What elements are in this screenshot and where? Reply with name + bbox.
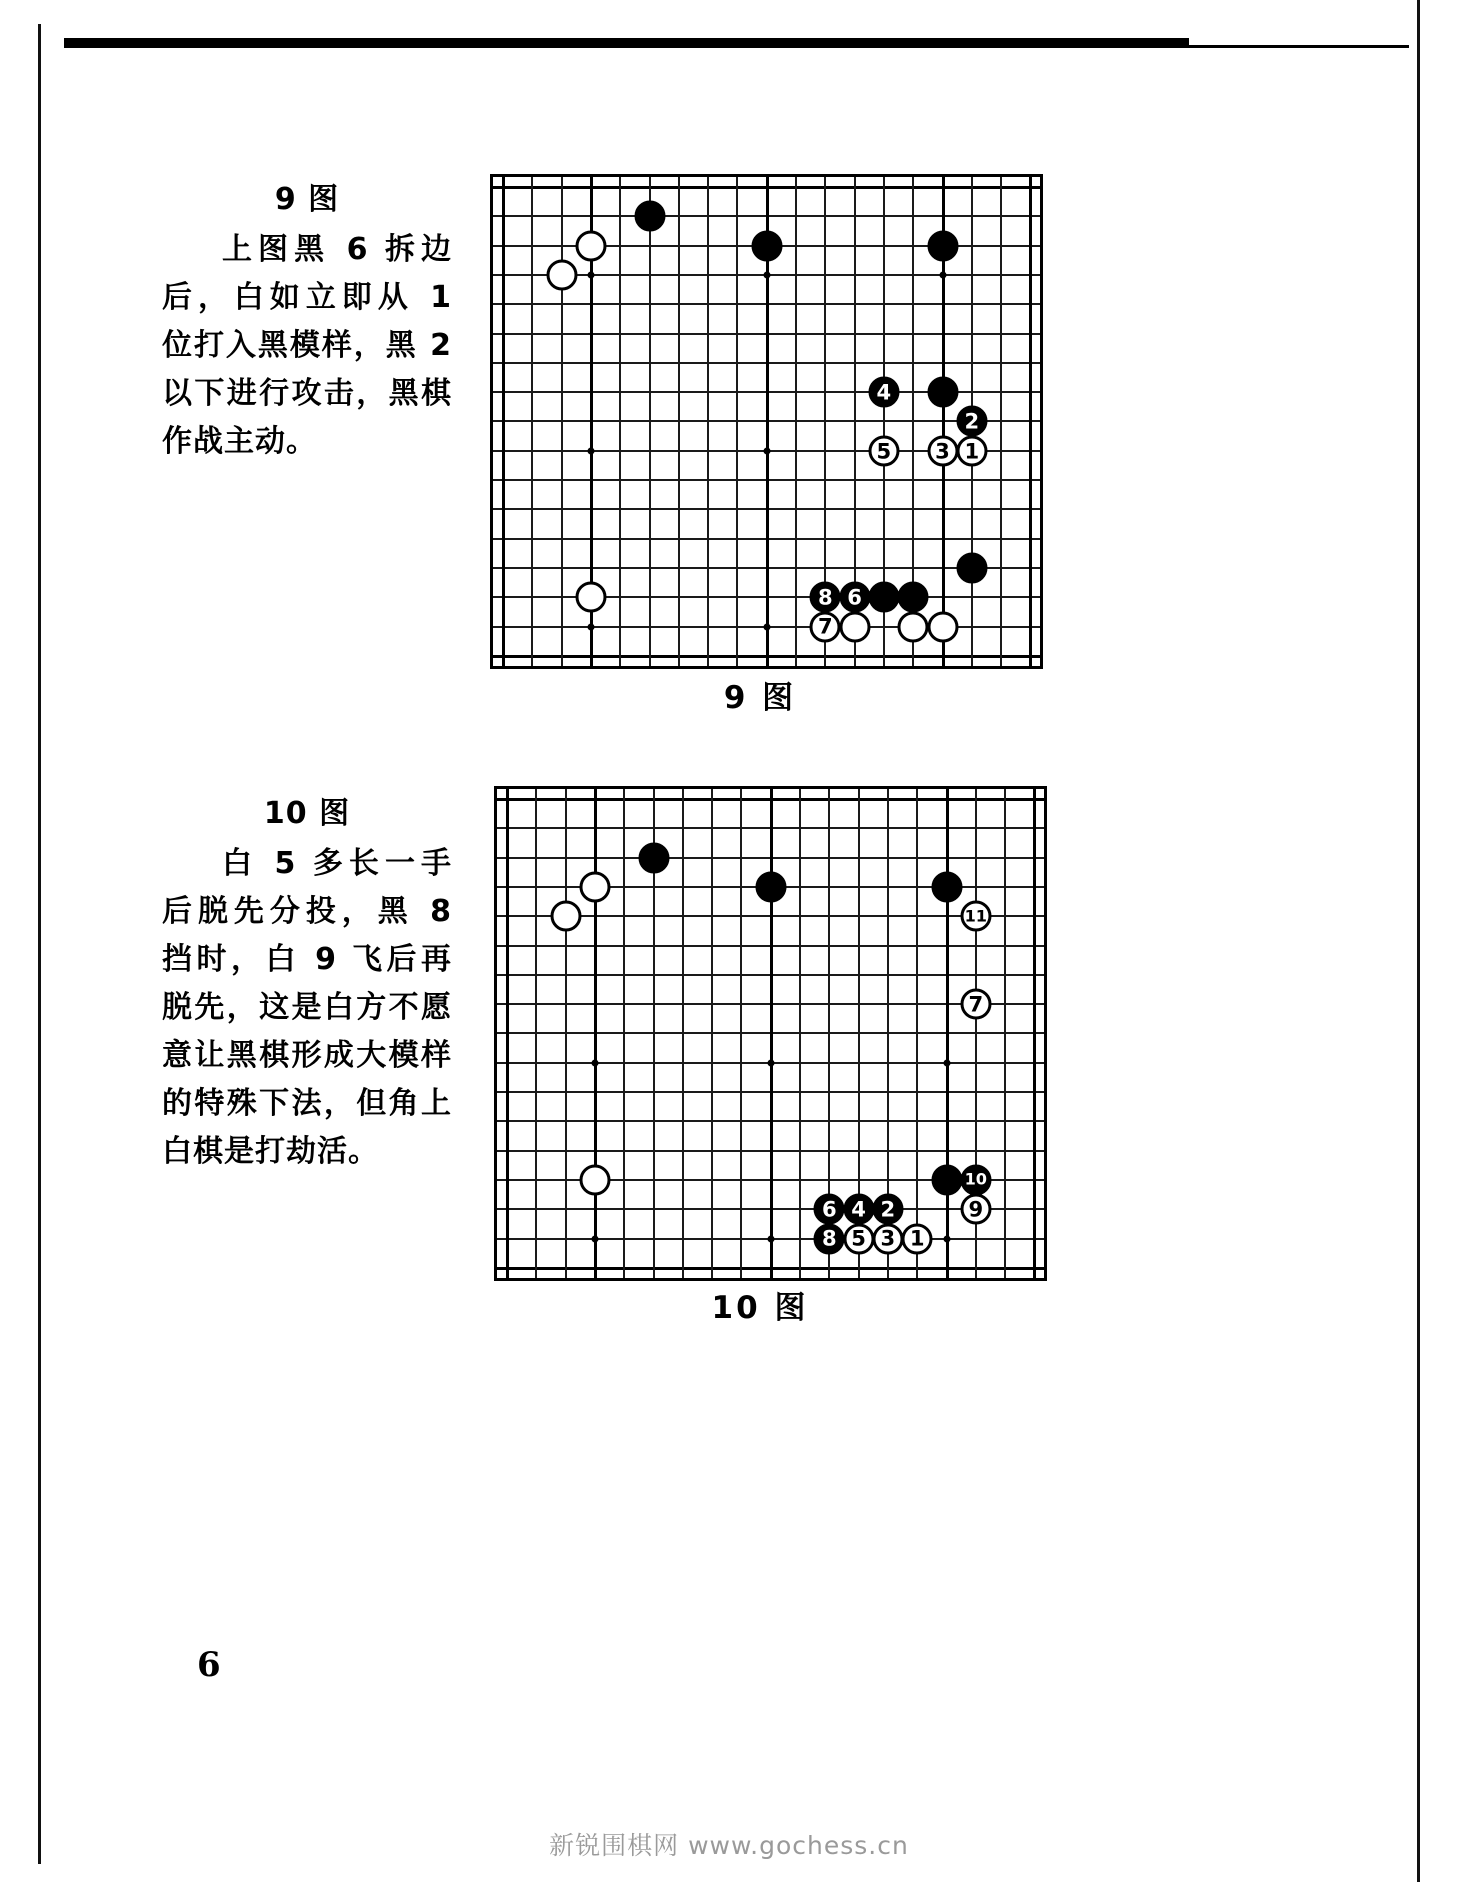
board-grid-line-v (736, 177, 738, 666)
board-grid-line-v (1004, 789, 1006, 1278)
go-stone-label: 8 (821, 1225, 837, 1251)
go-stone-white[interactable] (898, 611, 929, 642)
go-stone-black[interactable] (927, 230, 958, 261)
page-number: 6 (197, 1645, 221, 1685)
board-grid-line-v (619, 177, 621, 666)
board-star-point (763, 447, 770, 454)
go-stone-black[interactable] (931, 871, 962, 902)
go-stone-black-4[interactable] (868, 377, 899, 408)
figure9-text-column (162, 176, 452, 466)
go-stone-white[interactable] (579, 871, 610, 902)
go-stone-label: 6 (847, 584, 862, 610)
go-stone-white[interactable] (550, 901, 581, 932)
go-stone-white-1[interactable] (902, 1223, 933, 1254)
go-stone-black-4[interactable] (843, 1194, 874, 1225)
figure10-caption: 10 图 (711, 1290, 809, 1326)
go-stone-label: 8 (817, 584, 833, 610)
board-grid-line-v (1029, 177, 1032, 666)
go-stone-label: 11 (964, 906, 987, 926)
figure10-heading: 10 图 (263, 796, 351, 831)
board-grid-line-v (565, 789, 567, 1278)
board-grid-line-v (740, 789, 742, 1278)
go-stone-label: 1 (964, 438, 980, 464)
figure9-board-wrap (490, 174, 1043, 669)
go-stone-black[interactable] (634, 201, 665, 232)
figure10-text-column (162, 790, 452, 1176)
board-grid-line-v (649, 177, 651, 666)
board-star-point (767, 1235, 774, 1242)
go-stone-label: 10 (964, 1169, 987, 1189)
go-stone-white-1[interactable] (956, 435, 987, 466)
board-grid-line-v (594, 789, 597, 1278)
go-stone-black[interactable] (956, 552, 987, 583)
go-stone-white-9[interactable] (960, 1194, 991, 1225)
board-grid-line-v (707, 177, 709, 666)
go-stone-label: 5 (851, 1225, 866, 1251)
go-stone-white-5[interactable] (843, 1223, 874, 1254)
board-grid-line-v (531, 177, 533, 666)
go-stone-black-6[interactable] (839, 582, 870, 613)
go-stone-white[interactable] (927, 611, 958, 642)
go-stone-label: 7 (817, 613, 833, 639)
figure9-goboard[interactable] (490, 174, 1043, 669)
board-grid-line-v (770, 789, 773, 1278)
figure9-caption: 9 图 (723, 680, 797, 716)
watermark: 新锐围棋网 www.gochess.cn (549, 1831, 909, 1860)
board-star-point (591, 1059, 598, 1066)
board-grid-line-v (561, 177, 563, 666)
go-stone-white[interactable] (575, 582, 606, 613)
figure10-goboard[interactable] (494, 786, 1047, 1281)
go-stone-white-7[interactable] (810, 611, 841, 642)
go-stone-black[interactable] (751, 230, 782, 261)
board-grid-line-v (623, 789, 625, 1278)
go-stone-white[interactable] (839, 611, 870, 642)
go-stone-label: 6 (821, 1196, 837, 1222)
go-stone-black-8[interactable] (814, 1223, 845, 1254)
board-star-point (943, 1059, 950, 1066)
go-stone-label: 9 (968, 1196, 984, 1222)
go-stone-label: 4 (851, 1196, 866, 1222)
go-stone-white-3[interactable] (872, 1223, 903, 1254)
go-stone-black[interactable] (638, 842, 669, 873)
board-grid-line-v (711, 789, 713, 1278)
board-grid-line-v (799, 789, 801, 1278)
board-grid-line-v (506, 789, 509, 1278)
scan-edge-left (38, 24, 41, 1864)
figure10-paragraph: 白 5 多长一手后脱先分投，黑 8 挡时，白 9 飞后再脱先，这是白方不愿意让黑棋形成大模样的特殊下法，但角上白棋是打劫活。 (162, 846, 452, 1169)
board-grid-line-v (916, 789, 918, 1278)
board-grid-line-v (946, 789, 949, 1278)
board-star-point (939, 271, 946, 278)
go-stone-black[interactable] (755, 871, 786, 902)
figure9-heading: 9 图 (274, 182, 340, 217)
go-stone-black-8[interactable] (810, 582, 841, 613)
header-rule-thin (64, 45, 1409, 48)
go-stone-black-10[interactable] (960, 1164, 991, 1195)
go-stone-black[interactable] (898, 582, 929, 613)
go-stone-label: 3 (880, 1225, 896, 1251)
board-star-point (763, 623, 770, 630)
board-grid-line-v (795, 177, 797, 666)
go-stone-black[interactable] (868, 582, 899, 613)
go-stone-white-11[interactable] (960, 901, 991, 932)
board-grid-line-v (678, 177, 680, 666)
go-stone-black[interactable] (931, 1164, 962, 1195)
go-stone-white[interactable] (579, 1164, 610, 1195)
board-star-point (587, 623, 594, 630)
go-stone-black-6[interactable] (814, 1194, 845, 1225)
go-stone-black-2[interactable] (956, 406, 987, 437)
board-star-point (767, 1059, 774, 1066)
go-stone-white[interactable] (575, 230, 606, 261)
go-stone-label: 2 (964, 408, 980, 434)
board-star-point (587, 447, 594, 454)
go-stone-white[interactable] (546, 259, 577, 290)
go-stone-black[interactable] (927, 377, 958, 408)
go-stone-white-5[interactable] (868, 435, 899, 466)
go-stone-label: 4 (876, 379, 892, 405)
board-grid-line-v (682, 789, 684, 1278)
board-star-point (943, 1235, 950, 1242)
board-star-point (591, 1235, 598, 1242)
go-stone-label: 2 (880, 1196, 896, 1222)
board-grid-line-v (502, 177, 505, 666)
board-star-point (587, 271, 594, 278)
board-star-point (763, 271, 770, 278)
board-grid-line-v (535, 789, 537, 1278)
go-stone-label: 1 (909, 1225, 925, 1251)
go-stone-label: 5 (876, 438, 892, 464)
figure10-board-wrap (494, 786, 1047, 1281)
go-stone-white-3[interactable] (927, 435, 958, 466)
board-grid-line-v (1033, 789, 1036, 1278)
board-grid-line-v (1000, 177, 1002, 666)
go-stone-label: 3 (935, 438, 950, 464)
scan-edge-right (1417, 0, 1420, 1882)
figure9-paragraph: 上图黑 6 拆边后，白如立即从 1 位打入黑模样，黑 2 以下进行攻击，黑棋作战主动。 (162, 232, 452, 459)
go-stone-white-7[interactable] (960, 989, 991, 1020)
go-stone-black-2[interactable] (872, 1194, 903, 1225)
go-stone-label: 7 (968, 991, 984, 1017)
